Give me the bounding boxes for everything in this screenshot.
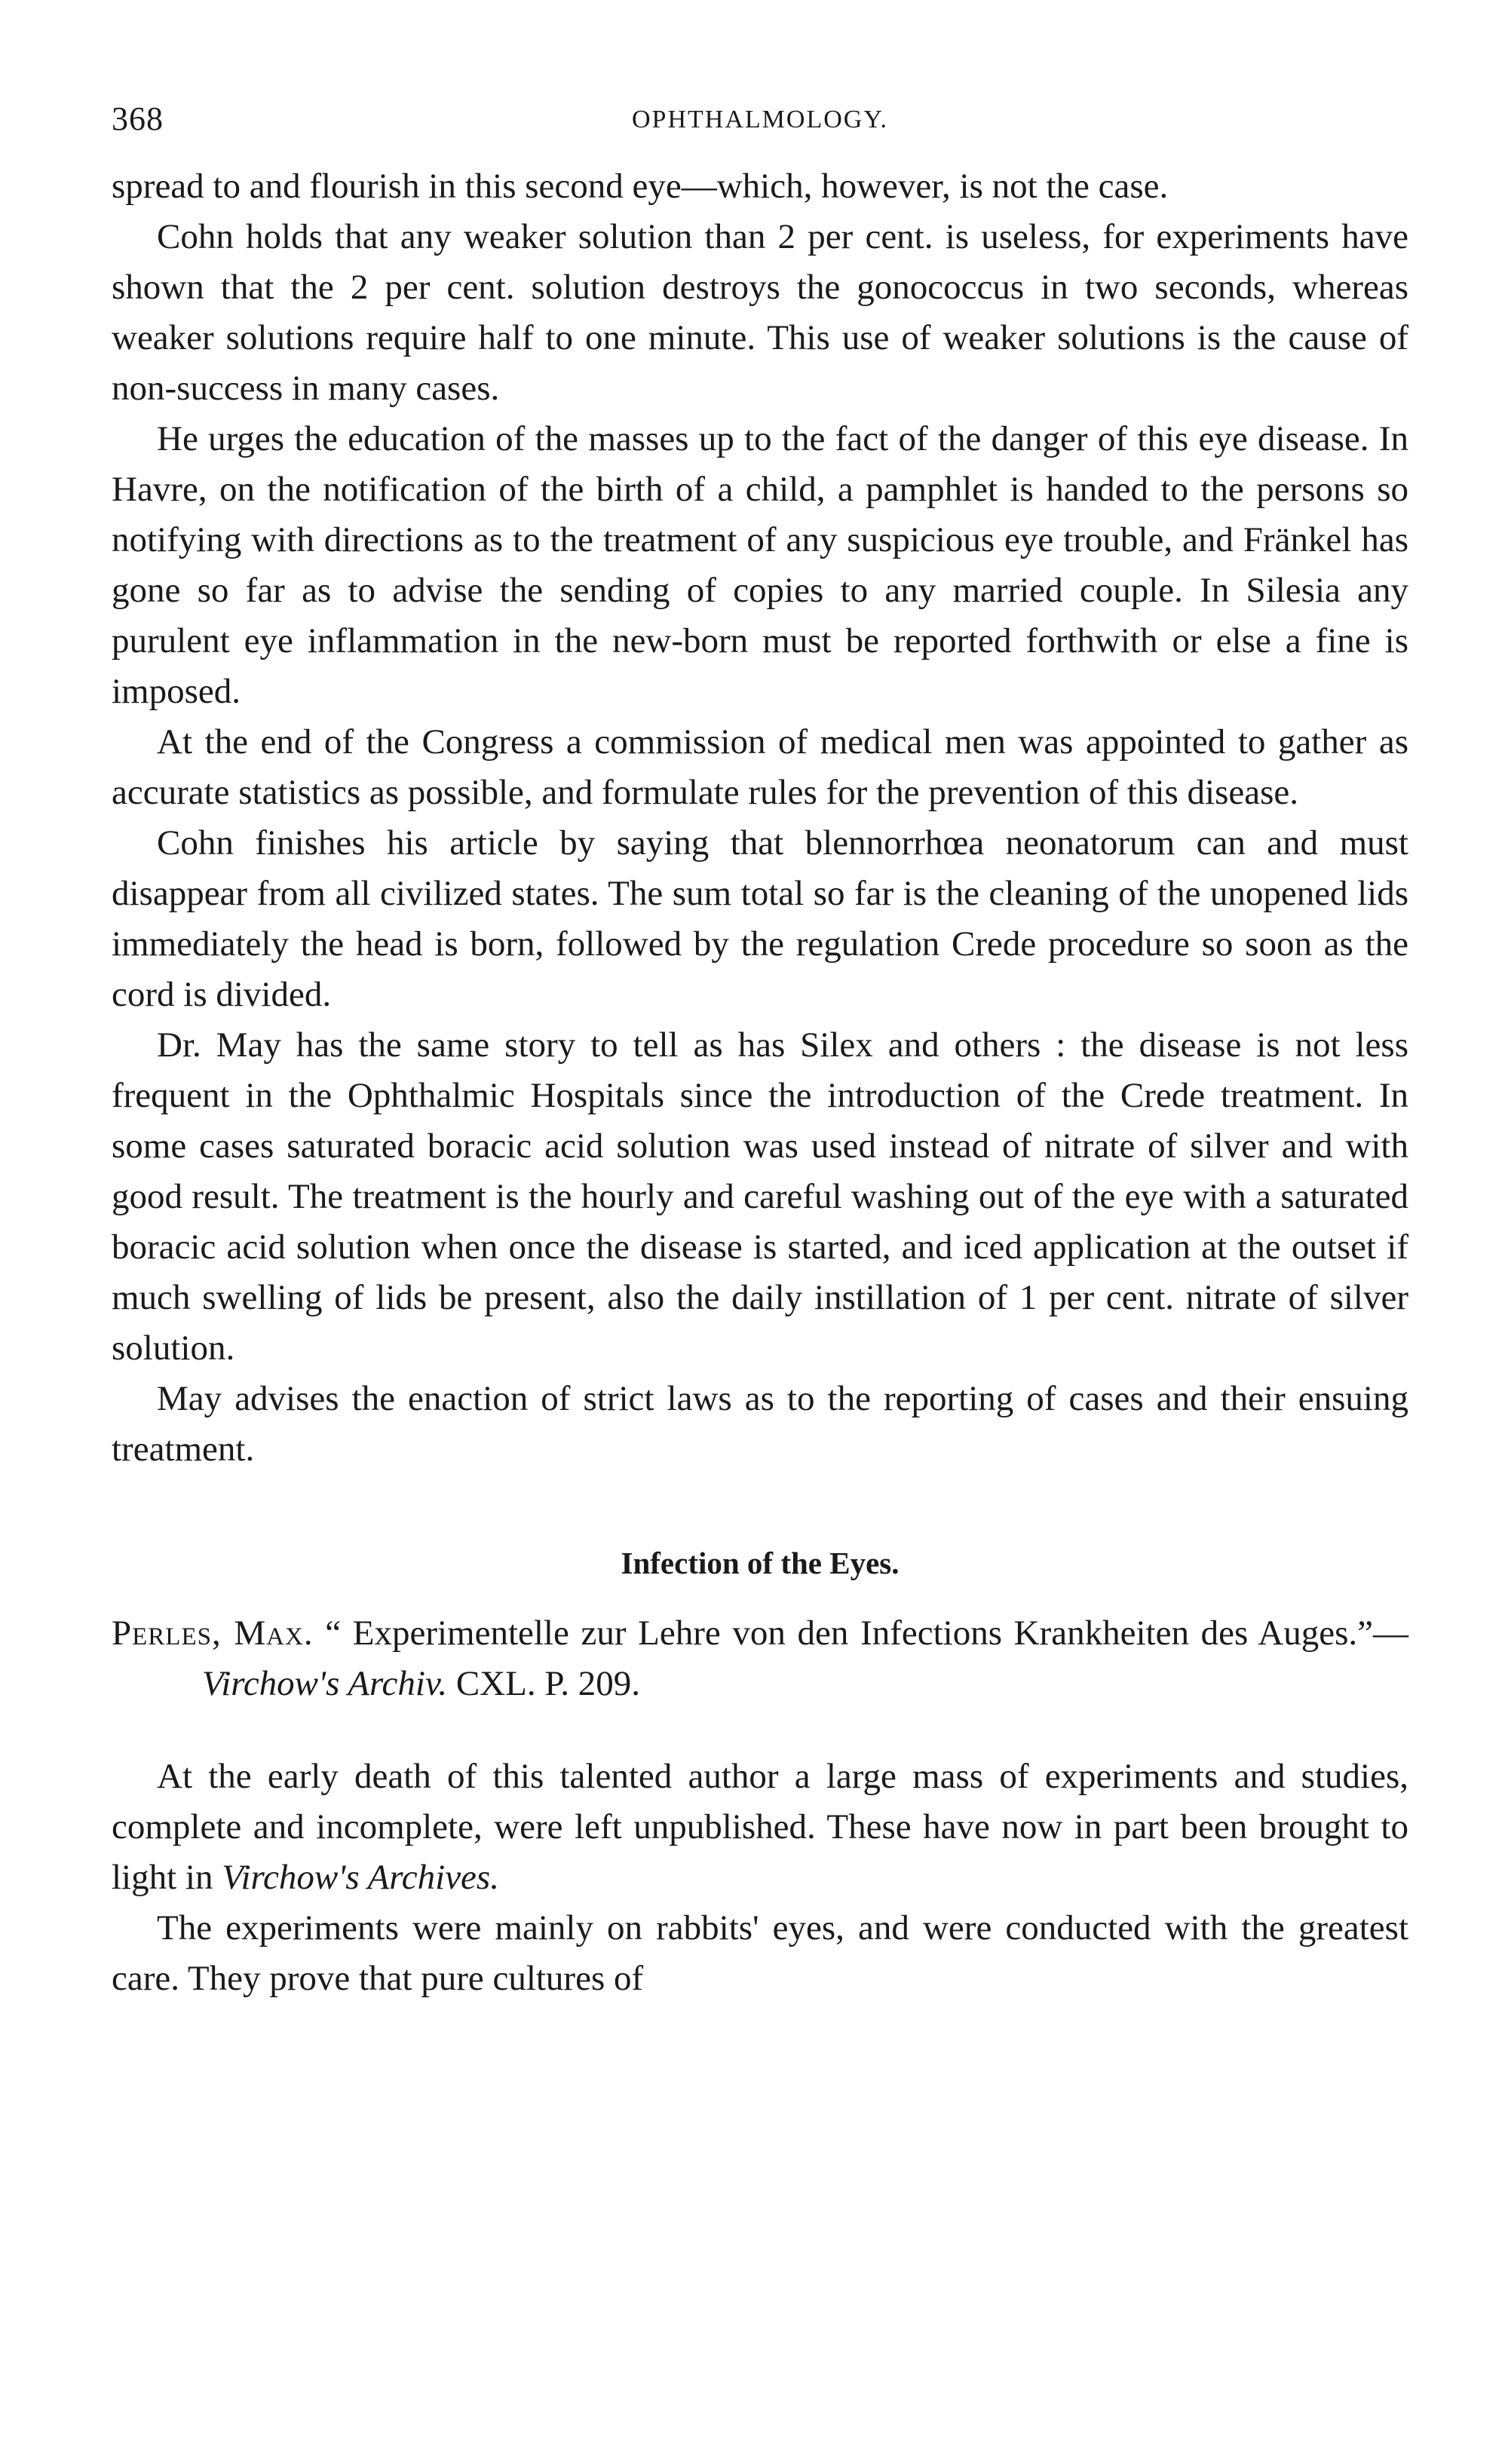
paragraph-cohn-solution: Cohn holds that any weaker solution than 2 per cent. is useless, for experiments have shown that the 2 per cent. solution destroys the gonococcus in two seconds, whereas weaker solutions require half to one minute. This use of weaker solutions is the cause of non-success in many cases. (112, 217, 1408, 408)
paragraph-dr-may: Dr. May has the same story to tell as has Silex and others : the disease is not less frequent in the Ophthalmic Hospitals since the introduction of the Crede treatment. In some cases saturated boracic acid solution was used instead of nitrate of silver and with good result. The treatment is the hourly and careful washing out of the eye with a saturated boracic acid solution when once the disease is started, and iced application at the outset if much swelling of lids be present, also the daily instillation of 1 per cent. nitrate of silver solution. (112, 1025, 1408, 1368)
citation-title: “ Experimentelle zur Lehre von den Infections Krankheiten des Auges.”— (325, 1614, 1409, 1653)
citation (112, 1608, 1408, 1709)
paragraph-experiments: The experiments were mainly on rabbits' eyes, and were conducted with the greatest care. They prove that pure cultures of (112, 1908, 1408, 1998)
paragraph-early-death-journal: Virchow's Archives. (222, 1858, 499, 1897)
document-page (112, 90, 1408, 2004)
citation-journal: Virchow's Archiv. (202, 1664, 448, 1703)
paragraph-may-advises: May advises the enaction of strict laws as to the reporting of cases and their ensuing treatment. (112, 1379, 1408, 1469)
page-number: 368 (112, 100, 164, 137)
citation-author: Perles, Max. (112, 1614, 314, 1653)
paragraph-early-death (112, 1751, 1408, 1903)
paragraph-congress: At the end of the Congress a commission of medical men was appointed to gather as accurate statistics as possible, and formulate rules for the prevention of this disease. (112, 722, 1408, 812)
citation-volume: CXL. P. 209. (447, 1664, 641, 1703)
paragraph-education: He urges the education of the masses up to the fact of the danger of this eye disease. In Havre, on the notification of the birth of a child, a pamphlet is handed to the persons so notifying with directions as to the treatment of any suspicious eye trouble, and Fränkel has gone so far as to advise the sending of copies to any married couple. In Silesia any purulent eye inflammation in the new-born must be reported forthwith or else a fine is imposed. (112, 419, 1408, 711)
page-header (112, 90, 1408, 151)
paragraph-cohn-finishes: Cohn finishes his article by saying that blennorrhœa neonatorum can and must disappear from all civilized states. The sum total so far is the cleaning of the unopened lids immediately the head is born, followed by the regulation Crede procedure so soon as the cord is divided. (112, 823, 1408, 1014)
section-heading: Infection of the Eyes. (621, 1546, 900, 1580)
running-head: OPHTHALMOLOGY. (632, 106, 888, 133)
paragraph-early-death-text: At the early death of this talented author a large mass of experiments and studies, complete and incomplete, were left unpublished. These have now in part been brought to light in (112, 1757, 1408, 1897)
paragraph-continuation: spread to and flourish in this second eye—which, however, is not the case. (112, 167, 1169, 206)
